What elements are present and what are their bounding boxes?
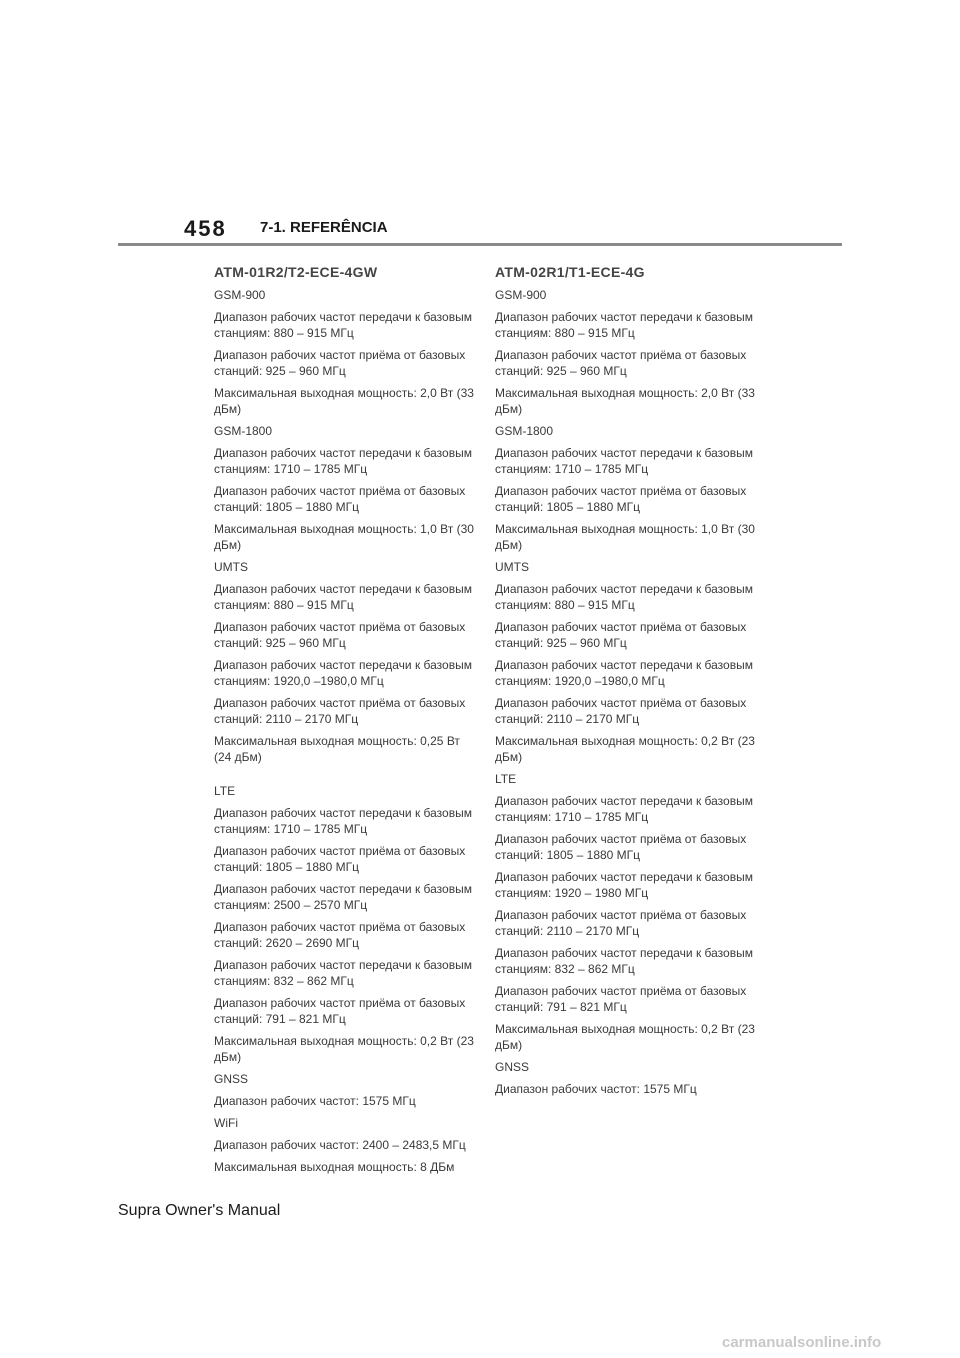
spec-line: Диапазон рабочих частот приёма от базовых станций: 2110 – 2170 МГц	[214, 696, 466, 726]
spec-line: Диапазон рабочих частот передачи к базовым станциям: 1710 – 1785 МГц	[214, 806, 472, 836]
spec-line: Диапазон рабочих частот приёма от базовых станций: 925 – 960 МГц	[495, 620, 747, 650]
spec-line: Диапазон рабочих частот приёма от базовых станций: 791 – 821 МГц	[495, 984, 747, 1014]
spec-line: Диапазон рабочих частот передачи к базовым станциям: 1710 – 1785 МГц	[214, 446, 472, 476]
spec-line: Максимальная выходная мощность: 8 ДБм	[214, 1160, 455, 1174]
spec-line: Диапазон рабочих частот приёма от базовых станций: 925 – 960 МГц	[214, 620, 466, 650]
spec-line: Максимальная выходная мощность: 2,0 Вт (33 дБм)	[214, 386, 474, 416]
spec-line: Диапазон рабочих частот приёма от базовых станций: 925 – 960 МГц	[495, 348, 747, 378]
spec-line: Диапазон рабочих частот: 2400 – 2483,5 МГц	[214, 1138, 466, 1152]
spec-line: Диапазон рабочих частот передачи к базовым станциям: 1710 – 1785 МГц	[495, 794, 753, 824]
spec-line: Диапазон рабочих частот приёма от базовых станций: 1805 – 1880 МГц	[495, 484, 747, 514]
spec-line: UMTS	[495, 560, 529, 574]
spec-line: Диапазон рабочих частот приёма от базовых станций: 791 – 821 МГц	[214, 996, 466, 1026]
spec-line: Диапазон рабочих частот приёма от базовых станций: 1805 – 1880 МГц	[214, 484, 466, 514]
page-header	[0, 0, 960, 250]
spec-line: LTE	[495, 772, 517, 786]
spec-line: Диапазон рабочих частот передачи к базовым станциям: 832 – 862 МГц	[495, 946, 753, 976]
spec-line: GNSS	[495, 1060, 530, 1074]
spec-line: Максимальная выходная мощность: 1,0 Вт (30 дБм)	[495, 522, 755, 552]
spec-line: UMTS	[214, 560, 248, 574]
spec-line: Диапазон рабочих частот приёма от базовых станций: 2110 – 2170 МГц	[495, 908, 747, 938]
spec-line: Максимальная выходная мощность: 0,25 Вт (24 дБм)	[214, 734, 460, 764]
spec-line: Диапазон рабочих частот передачи к базовым станциям: 2500 – 2570 МГц	[214, 882, 472, 912]
spec-line: Диапазон рабочих частот: 1575 МГц	[214, 1094, 416, 1108]
spec-line: Диапазон рабочих частот приёма от базовых станций: 925 – 960 МГц	[214, 348, 466, 378]
spec-line: Максимальная выходная мощность: 2,0 Вт (33 дБм)	[495, 386, 755, 416]
spec-line: Диапазон рабочих частот передачи к базовым станциям: 1710 – 1785 МГц	[495, 446, 753, 476]
spec-line: Максимальная выходная мощность: 1,0 Вт (30 дБм)	[214, 522, 474, 552]
spec-line: Максимальная выходная мощность: 0,2 Вт (23 дБм)	[495, 734, 755, 764]
spec-line: Диапазон рабочих частот передачи к базовым станциям: 832 – 862 МГц	[214, 958, 472, 988]
spec-line: Диапазон рабочих частот передачи к базовым станциям: 880 – 915 МГц	[495, 582, 753, 612]
spec-line: LTE	[214, 784, 236, 798]
spec-line: Максимальная выходная мощность: 0,2 Вт (23 дБм)	[214, 1034, 474, 1064]
right-column-title: ATM-02R1/T1-ECE-4G	[495, 264, 645, 280]
right-column	[495, 264, 760, 1103]
spec-line: Диапазон рабочих частот передачи к базовым станциям: 1920,0 –1980,0 МГц	[495, 658, 753, 688]
spec-line: Диапазон рабочих частот передачи к базовым станциям: 880 – 915 МГц	[214, 310, 472, 340]
header-divider	[118, 243, 842, 246]
spec-line: Диапазон рабочих частот передачи к базовым станциям: 880 – 915 МГц	[495, 310, 753, 340]
spec-line: Диапазон рабочих частот: 1575 МГц	[495, 1082, 697, 1096]
spec-line: GSM-1800	[495, 424, 554, 438]
spec-line: GSM-900	[214, 288, 266, 302]
manual-title-footer: Supra Owner's Manual	[118, 1202, 281, 1219]
spec-line: Диапазон рабочих частот приёма от базовых станций: 2110 – 2170 МГц	[495, 696, 747, 726]
spec-line: GSM-1800	[214, 424, 273, 438]
spec-line: Диапазон рабочих частот приёма от базовых станций: 1805 – 1880 МГц	[214, 844, 466, 874]
spec-line: Максимальная выходная мощность: 0,2 Вт (23 дБм)	[495, 1022, 755, 1052]
spec-line: Диапазон рабочих частот приёма от базовых станций: 1805 – 1880 МГц	[495, 832, 747, 862]
watermark: carmanualsonline.info	[722, 1334, 882, 1351]
page-number: 458	[184, 216, 227, 241]
left-column-title: ATM-01R2/T2-ECE-4GW	[214, 264, 378, 280]
spec-line: GSM-900	[495, 288, 547, 302]
section-title: 7-1. REFERÊNCIA	[260, 219, 388, 236]
spec-line: GNSS	[214, 1072, 249, 1086]
left-column	[214, 264, 479, 1181]
spec-line: Диапазон рабочих частот передачи к базовым станциям: 1920 – 1980 МГц	[495, 870, 753, 900]
spec-line: Диапазон рабочих частот передачи к базовым станциям: 1920,0 –1980,0 МГц	[214, 658, 472, 688]
spec-line: Диапазон рабочих частот приёма от базовых станций: 2620 – 2690 МГц	[214, 920, 466, 950]
spec-line: Диапазон рабочих частот передачи к базовым станциям: 880 – 915 МГц	[214, 582, 472, 612]
spec-line: WiFi	[214, 1116, 238, 1130]
